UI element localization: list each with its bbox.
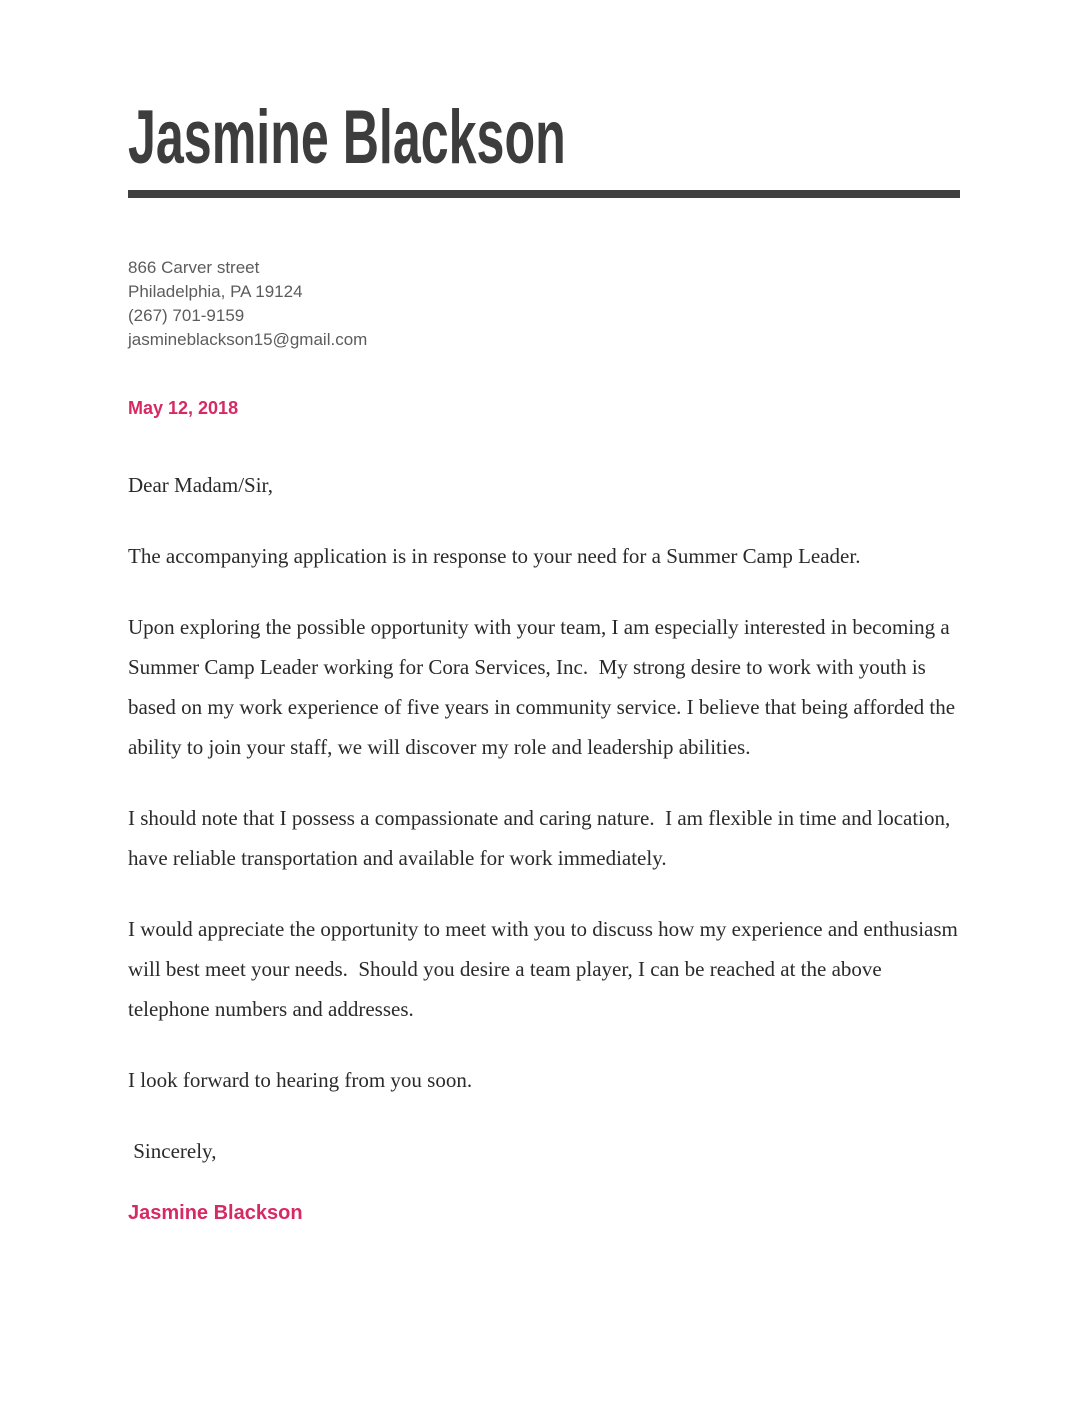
signature-name: Jasmine Blackson <box>128 1202 303 1224</box>
contact-address-line2: Philadelphia, PA 19124 <box>128 282 303 301</box>
closing: Sincerely, <box>128 1139 217 1163</box>
header-divider-rule <box>128 190 960 198</box>
salutation: Dear Madam/Sir, <box>128 473 273 497</box>
letter-date: May 12, 2018 <box>128 398 239 418</box>
paragraph-1: The accompanying application is in response to your need for a Summer Camp Leader. <box>128 544 861 568</box>
letter-body <box>128 465 964 1171</box>
paragraph-3: I should note that I possess a compassionate and caring nature. I am flexible in time and location, have reliable transportation and available for work immediately. <box>128 806 956 870</box>
contact-email: jasmineblackson15@gmail.com <box>128 330 368 349</box>
contact-phone: (267) 701-9159 <box>128 306 245 325</box>
paragraph-5: I look forward to hearing from you soon. <box>128 1068 473 1092</box>
paragraph-2: Upon exploring the possible opportunity with your team, I am especially interested in becoming a Summer Camp Leader working for Cora Services, Inc. My strong desire to work with youth is based on my work experience of five years in community service. I believe that being afforded the ability to join your staff, we will discover my role and leadership abilities. <box>128 615 961 759</box>
paragraph-4: I would appreciate the opportunity to meet with you to discuss how my experience and enthusiasm will best meet your needs. Should you desire a team player, I can be reached at the above telephone numbers and addresses. <box>128 917 964 1021</box>
contact-block <box>128 256 960 352</box>
letter-header-name: Jasmine Blackson <box>128 95 566 180</box>
contact-address-line1: 866 Carver street <box>128 258 260 277</box>
